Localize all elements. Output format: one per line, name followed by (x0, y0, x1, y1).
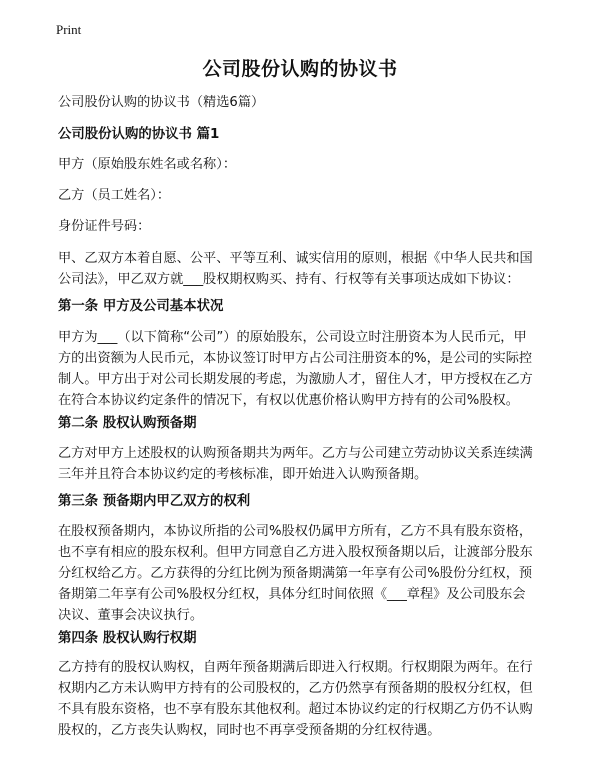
article-1-heading: 第一条 甲方及公司基本状况 (58, 299, 224, 314)
paragraph-line: 不具有股东资格，也不享有股东其他权利。超过本协议约定的行权期乙方仍不认购 (58, 702, 533, 717)
print-link[interactable]: Print (56, 22, 82, 37)
paragraph-line: 股权的，乙方丧失认购权，同时也不再享受预备期的分红权待遇。 (58, 723, 441, 738)
paragraph-line: 乙方对甲方上述股权的认购预备期共为两年。乙方与公司建立劳动协议关系连续满 (58, 446, 533, 461)
paragraph-line: 方的出资额为人民币元，本协议签订时甲方占公司注册资本的%，是公司的实际控 (58, 351, 533, 366)
paragraph-line: 甲方为___（以下简称“公司”）的原始股东，公司设立时注册资本为人民币元，甲 (58, 330, 527, 345)
paragraph-line: 公司法》，甲乙双方就___股权期权购买、持有、行权等有关事项达成如下协议： (58, 272, 520, 287)
article-1-body (58, 327, 550, 411)
article-4-heading: 第四条 股权认购行权期 (58, 631, 197, 646)
article-3-body (58, 521, 550, 626)
paragraph-line: 在股权预备期内，本协议所指的公司%股权仍属甲方所有，乙方不具有股东资格， (58, 524, 533, 539)
party-b-label: 乙方（员工姓名）： (58, 188, 171, 203)
document-subtitle: 公司股份认购的协议书（精选6篇） (58, 95, 265, 110)
article-4-body (58, 657, 550, 741)
paragraph-line: 在符合本协议约定条件的情况下，有权以优惠价格认购甲方持有的公司%股权。 (58, 393, 519, 408)
section-title: 公司股份认购的协议书 篇1 (58, 127, 220, 142)
paragraph-line: 三年并且符合本协议约定的考核标准，即开始进入认购预备期。 (58, 467, 428, 482)
paragraph-line: 备期第二年享有公司%股权分红权，具体分红时间依照《___章程》及公司股东会 (58, 587, 526, 602)
paragraph-line: 权期内乙方未认购甲方持有的公司股权的，乙方仍然享有预备期的股权分红权，但 (58, 681, 533, 696)
article-2-body (58, 443, 550, 485)
paragraph-line: 甲、乙双方本着自愿、公平、平等互利、诚实信用的原则，根据《中华人民共和国 (58, 251, 533, 266)
article-2-heading: 第二条 股权认购预备期 (58, 416, 197, 431)
article-3-heading: 第三条 预备期内甲乙双方的权利 (58, 494, 251, 509)
id-number-label: 身份证件号码： (58, 219, 151, 234)
document-title: 公司股份认购的协议书 (202, 58, 398, 80)
paragraph-line: 决议、董事会决议执行。 (58, 608, 204, 623)
paragraph-line: 乙方持有的股权认购权，自两年预备期满后即进入行权期。行权期限为两年。在行 (58, 660, 533, 675)
paragraph-line: 制人。甲方出于对公司长期发展的考虑，为激励人才，留住人才，甲方授权在乙方 (58, 372, 533, 387)
paragraph-line: 分红权给乙方。乙方获得的分红比例为预备期满第一年享有公司%股份分红权，预 (58, 566, 533, 581)
paragraph-line: 也不享有相应的股东权利。但甲方同意自乙方进入股权预备期以后，让渡部分股东 (58, 545, 533, 560)
intro-paragraph (58, 248, 550, 290)
party-a-label: 甲方（原始股东姓名或名称）： (58, 157, 237, 172)
